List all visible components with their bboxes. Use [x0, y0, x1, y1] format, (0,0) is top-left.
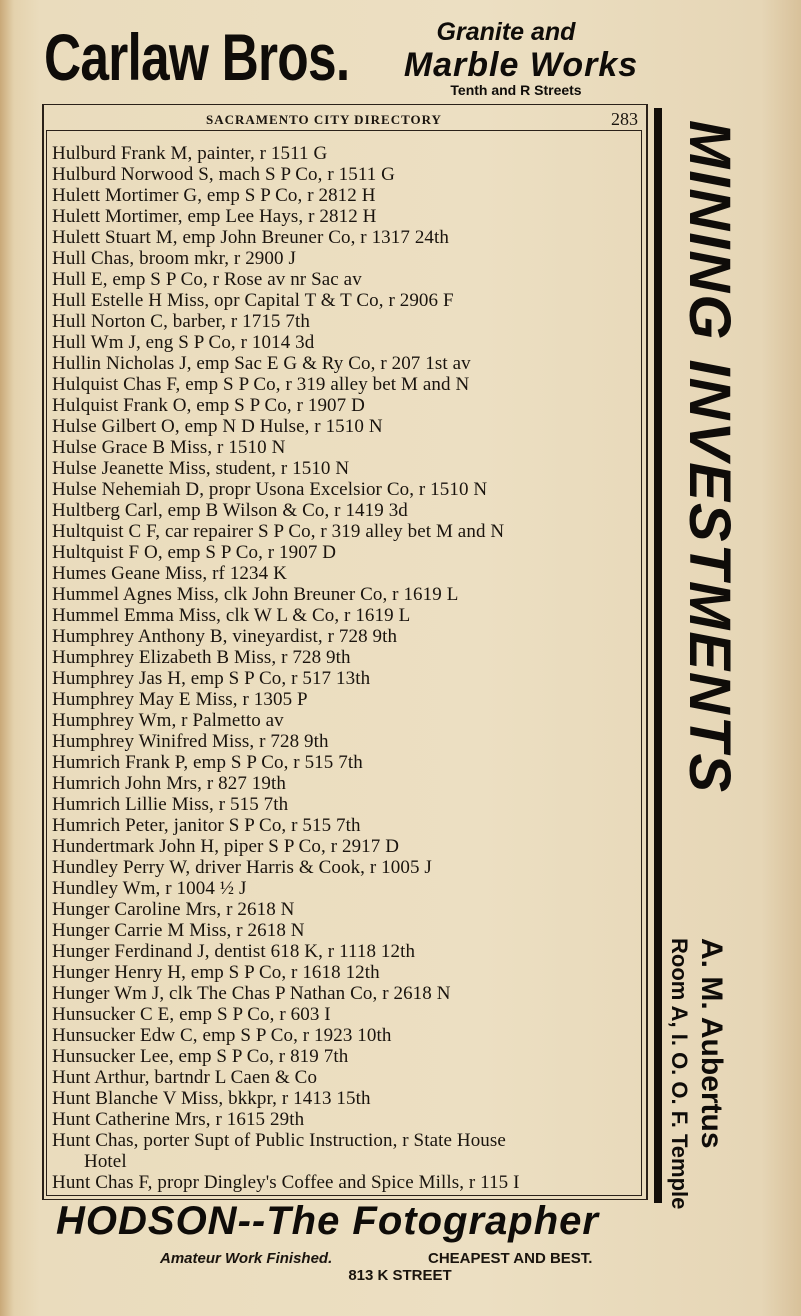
directory-entry: Hunt Blanche V Miss, bkkpr, r 1413 15th: [52, 1088, 371, 1109]
side-ad-main: MINING INVESTMENTS: [677, 120, 742, 795]
directory-entry: Hulett Mortimer, emp Lee Hays, r 2812 H: [52, 206, 377, 227]
running-head-title: SACRAMENTO CITY DIRECTORY: [206, 112, 442, 127]
directory-entry: Hull Chas, broom mkr, r 2900 J: [52, 248, 296, 269]
directory-entry: Hulquist Chas F, emp S P Co, r 319 alley bet M and N: [52, 374, 470, 395]
directory-entry: Hunsucker C E, emp S P Co, r 603 I: [52, 1004, 331, 1025]
directory-entry: Hunger Ferdinand J, dentist 618 K, r 1118 12th: [52, 941, 416, 962]
directory-entry: Humphrey May E Miss, r 1305 P: [52, 689, 308, 710]
directory-entry: Hull Estelle H Miss, opr Capital T & T Co, r 2906 F: [52, 290, 454, 311]
directory-entry: Hultquist C F, car repairer S P Co, r 319 alley bet M and N: [52, 521, 505, 542]
footer-ad-brand: HODSON--The Fotographer: [56, 1199, 599, 1243]
directory-entry: Hultberg Carl, emp B Wilson & Co, r 1419 3d: [52, 500, 408, 521]
directory-entry: Humphrey Winifred Miss, r 728 9th: [52, 731, 329, 752]
page-number: 283: [611, 109, 638, 129]
directory-entry: Humrich Frank P, emp S P Co, r 515 7th: [52, 752, 363, 773]
directory-entry: Humphrey Anthony B, vineyardist, r 728 9th: [52, 626, 398, 647]
side-ad-room: Room A, I. O. O. F. Temple: [667, 938, 692, 1210]
directory-entry-continuation: Hotel: [84, 1151, 127, 1172]
directory-entry: Hundley Perry W, driver Harris & Cook, r 1005 J: [52, 857, 432, 878]
directory-entry: Hunger Carrie M Miss, r 2618 N: [52, 920, 305, 941]
directory-entry: Hull Wm J, eng S P Co, r 1014 3d: [52, 332, 315, 353]
directory-entry: Hunger Henry H, emp S P Co, r 1618 12th: [52, 962, 380, 983]
directory-entry: Hultquist F O, emp S P Co, r 1907 D: [52, 542, 337, 563]
header-ad-line2: Marble Works: [403, 46, 639, 84]
directory-entry: Hulse Nehemiah D, propr Usona Excelsior Co, r 1510 N: [52, 479, 488, 500]
directory-entry: Hunt Catherine Mrs, r 1615 29th: [52, 1109, 305, 1130]
directory-entry: Hulett Mortimer G, emp S P Co, r 2812 H: [52, 185, 376, 206]
header-ad-brand: Carlaw Bros.: [44, 20, 350, 94]
header-ad-address: Tenth and R Streets: [450, 82, 582, 98]
side-ad-name: A. M. Aubertus: [695, 938, 728, 1149]
directory-entry: Hunt Chas F, propr Dingley's Coffee and Spice Mills, r 115 I: [52, 1172, 520, 1193]
directory-entry: Hulburd Norwood S, mach S P Co, r 1511 G: [52, 164, 396, 185]
directory-entry: Hummel Agnes Miss, clk John Breuner Co, r 1619 L: [52, 584, 459, 605]
directory-entry: Hulse Jeanette Miss, student, r 1510 N: [52, 458, 350, 479]
directory-entry: Hull Norton C, barber, r 1715 7th: [52, 311, 310, 332]
directory-entry: Hulse Grace B Miss, r 1510 N: [52, 437, 286, 458]
directory-entry: Hunt Arthur, bartndr L Caen & Co: [52, 1067, 318, 1088]
directory-entry: Humphrey Jas H, emp S P Co, r 517 13th: [52, 668, 371, 689]
directory-entry: Humrich Lillie Miss, r 515 7th: [52, 794, 289, 815]
directory-entry: Hulburd Frank M, painter, r 1511 G: [52, 143, 328, 164]
footer-ad-tagline-right: CHEAPEST AND BEST.: [428, 1250, 593, 1267]
footer-ad-address: 813 K STREET: [348, 1267, 452, 1284]
directory-entry: Humes Geane Miss, rf 1234 K: [52, 563, 287, 584]
header-ad-tagline: [356, 16, 686, 102]
directory-entry: Humphrey Wm, r Palmetto av: [52, 710, 284, 731]
footer-ad-tagline-left: Amateur Work Finished.: [160, 1250, 333, 1267]
directory-entries: [52, 143, 644, 1193]
directory-entry: Hunt Chas, porter Supt of Public Instruction, r State House: [52, 1130, 506, 1151]
directory-entry: Humphrey Elizabeth B Miss, r 728 9th: [52, 647, 351, 668]
directory-entry: Hunsucker Edw C, emp S P Co, r 1923 10th: [52, 1025, 392, 1046]
directory-entry: Hunsucker Lee, emp S P Co, r 819 7th: [52, 1046, 349, 1067]
header-ad-line1: Granite and: [436, 18, 576, 46]
directory-entry: Hundley Wm, r 1004 ½ J: [52, 878, 247, 899]
directory-entry: Hulquist Frank O, emp S P Co, r 1907 D: [52, 395, 365, 416]
directory-entry: Hulett Stuart M, emp John Breuner Co, r 1317 24th: [52, 227, 449, 248]
directory-entry: Hullin Nicholas J, emp Sac E G & Ry Co, r 207 1st av: [52, 353, 471, 374]
directory-entry: Hunger Caroline Mrs, r 2618 N: [52, 899, 295, 920]
running-head: [46, 108, 640, 130]
directory-entry: Hummel Emma Miss, clk W L & Co, r 1619 L: [52, 605, 411, 626]
directory-entry: Hulse Gilbert O, emp N D Hulse, r 1510 N: [52, 416, 383, 437]
side-ad: [654, 108, 742, 1210]
side-ad-bar: [654, 108, 662, 1203]
directory-entry: Hull E, emp S P Co, r Rose av nr Sac av: [52, 269, 362, 290]
directory-entry: Humrich John Mrs, r 827 19th: [52, 773, 286, 794]
directory-entry: Hunger Wm J, clk The Chas P Nathan Co, r 2618 N: [52, 983, 451, 1004]
directory-entry: Hundertmark John H, piper S P Co, r 2917 D: [52, 836, 400, 857]
directory-entry: Humrich Peter, janitor S P Co, r 515 7th: [52, 815, 361, 836]
